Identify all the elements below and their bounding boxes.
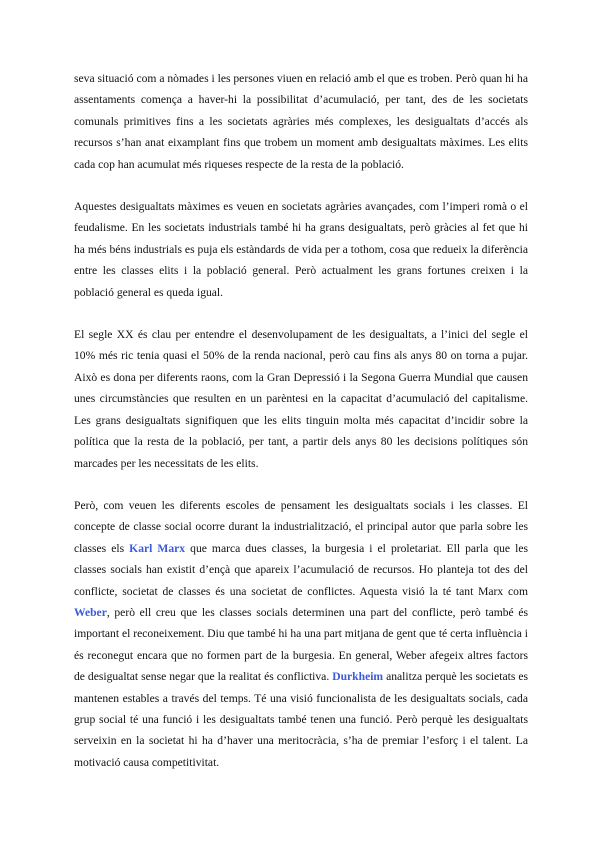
paragraph-text: seva situació com a nòmades i les persones viuen en relació amb el que es troben. Però quan hi ha assentaments comença a haver-hi la possibilitat d’acumulació, per tant, des de les societats comunals primitives fins a les societats agràries més complexes, les desigualtats d’accés als recursos s’han anat eixamplant fins que trobem un moment amb desigualtats màximes. Les elits cada cop han acumulat més riqueses respecte de la resta de la població.	[74, 72, 528, 171]
paragraph	[74, 495, 528, 773]
durkheim-link[interactable]: Durkheim	[332, 670, 384, 684]
paragraph-text: El segle XX és clau per entendre el desenvolupament de les desigualtats, a l’inici del segle el 10% més ric tenia quasi el 50% de la renda nacional, però cau fins als anys 80 on torna a pujar. Això es dona per diferents raons, com la Gran Depressió i la Segona Guerra Mundial que causen unes circumstàncies que resulten en un parèntesi en la capacitat d’acumulació del capitalisme. Les grans desigualtats signifiquen que les elits tinguin molta més capacitat d’incidir sobre la política que la resta de la població, per tant, a partir dels anys 80 les decisions polítiques són marcades per les necessitats de les elits.	[74, 328, 528, 470]
paragraph	[74, 324, 528, 474]
paragraph-text: analitza perquè les societats es mantenen estables a través del temps. Té una visió funcionalista de les desigualtats socials, cada grup social té una funció i les desigualtats també tenen una funció. Però perquè les desigualtats serveixin en la societat hi ha d’haver una meritocràcia, s’ha de premiar l’esforç i el talent. La motivació causa competitivitat.	[74, 670, 528, 769]
paragraph-text: Però, com veuen les diferents escoles de pensament les desigualtats socials i les classes. El concepte de classe social ocorre durant la industrialització, el principal autor que parla sobre les classes els	[74, 498, 528, 555]
karl-marx-link[interactable]: Karl Marx	[129, 541, 186, 555]
paragraph-text: Aquestes desigualtats màximes es veuen en societats agràries avançades, com l’imperi romà o el feudalisme. En les societats industrials també hi ha grans desigualtats, però gràcies al fet que hi ha més béns industrials es puja els estàndards de vida per a tothom, cosa que redueix la diferència entre les classes elits i la població general. Però actualment les grans fortunes creixen i la població general es queda igual.	[74, 200, 528, 299]
paragraph	[74, 68, 528, 175]
paragraph-text: , però ell creu que les classes socials determinen una part del conflicte, però també és important el reconeixement. Diu que també hi ha una part mitjana de gent que té certa influència i és reconegut encara que no formen part de la burgesia. En general, Weber afegeix altres factors de desigualtat sense negar que la realitat és conflictiva.	[74, 605, 528, 684]
weber-link[interactable]: Weber	[74, 605, 107, 619]
paragraph	[74, 196, 528, 303]
paragraph-text: que marca dues classes, la burgesia i el proletariat. Ell parla que les classes socials han existit d’ençà que apareix l’acumulació de recursos. Ho planteja tot des del conflicte, societat de classes és una societat de conflictes. Aquesta visió la té tant Marx com	[74, 541, 528, 598]
